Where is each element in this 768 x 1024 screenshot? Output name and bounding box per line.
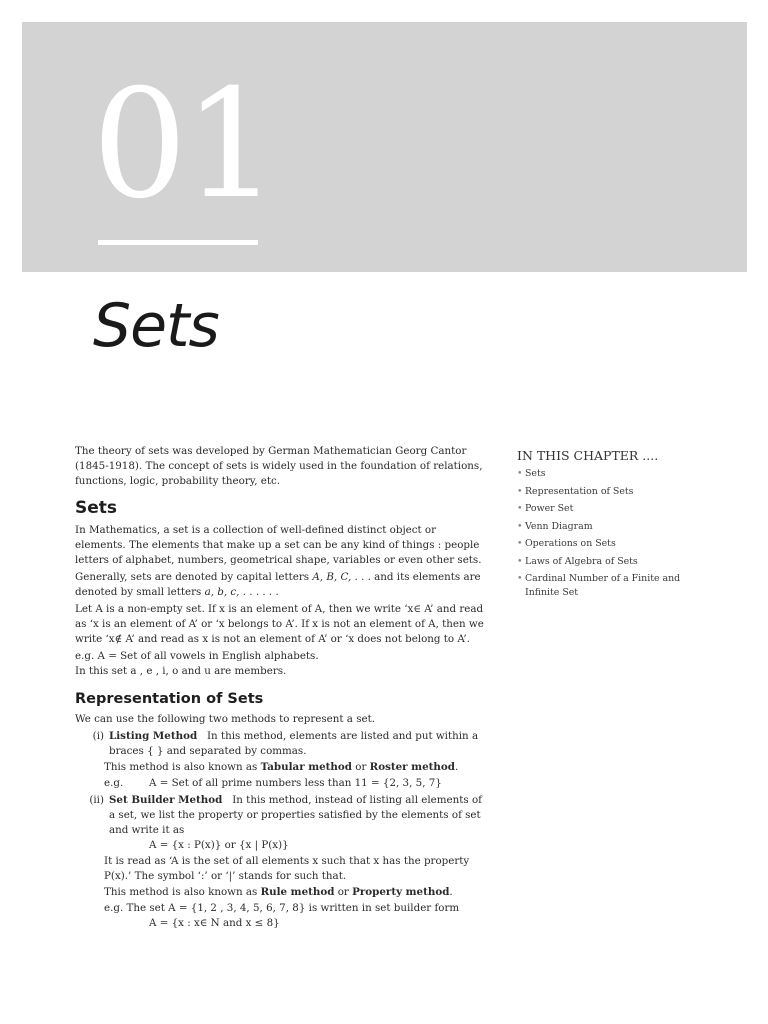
sidebar-item: • Venn Diagram: [517, 520, 717, 534]
representation-intro: We can use the following two methods to represent a set.: [75, 713, 375, 725]
sidebar-title: IN THIS CHAPTER ....: [517, 448, 659, 463]
listing-method-aka: This method is also known as Tabular method or Roster method.: [104, 761, 459, 773]
chapter-title: Sets: [93, 291, 219, 361]
item-number: (ii): [89, 794, 104, 806]
listing-method-item: [75, 729, 485, 759]
sidebar-list: [517, 467, 717, 600]
sidebar-item: • Representation of Sets: [517, 485, 717, 499]
sidebar-item: • Power Set: [517, 502, 717, 516]
chapter-rule: [98, 240, 258, 245]
item-number: (i): [92, 730, 104, 742]
set-builder-formula: A = {x : P(x)} or {x | P(x)}: [149, 839, 289, 851]
sets-membership: Let A is a non-empty set. If x is an element of A, then we write ‘x∈ A’ and read as ‘x is an element of A’ or ‘x belongs to A’. If x is not an element of A, then we write ‘x∉ A’ and read as x is not an element of A’ or ‘x does not belong to A’.: [75, 603, 484, 645]
listing-method-desc: Listing Method In this method, elements are listed and put within a braces { } and separated by commas.: [109, 730, 479, 757]
section-heading-sets: Sets: [75, 498, 118, 518]
chapter-number: 01: [92, 58, 275, 232]
set-builder-reading: It is read as ‘A is the set of all elements x such that x has the property P(x).’ The symbol ‘:’ or ‘|’ stands for such that.: [104, 855, 470, 882]
set-builder-method-item: [75, 793, 485, 838]
main-content: [75, 444, 485, 931]
sets-example-members: In this set a , e , i, o and u are members.: [75, 665, 287, 677]
listing-method-example: e.g. A = Set of all prime numbers less than 11 = {2, 3, 5, 7}: [104, 777, 442, 789]
chapter-contents-sidebar: [517, 447, 717, 604]
sets-example: e.g. A = Set of all vowels in English alphabets.: [75, 650, 319, 662]
sidebar-item: • Laws of Algebra of Sets: [517, 555, 717, 569]
intro-paragraph: The theory of sets was developed by German Mathematician Georg Cantor (1845-1918). The concept of sets is widely used in the foundation of relations, functions, logic, probability theory, etc.: [75, 445, 483, 487]
sidebar-item: • Sets: [517, 467, 717, 481]
set-builder-desc: Set Builder Method In this method, instead of listing all elements of a set, we list the property or properties satisfied by the elements of set and write it as: [109, 794, 482, 836]
set-builder-example-formula: A = {x : x∈ N and x ≤ 8}: [149, 917, 280, 929]
sets-notation: Generally, sets are denoted by capital letters A, B, C, . . . and its elements are denoted by small letters a, b, c, . . . . . .: [75, 571, 481, 598]
section-heading-representation: Representation of Sets: [75, 691, 264, 707]
sidebar-item: • Cardinal Number of a Finite and Infinite Set: [517, 572, 717, 600]
sets-definition: In Mathematics, a set is a collection of well-defined distinct object or elements. The elements that make up a set can be any kind of things : people letters of alphabet, numbers, geometrical shape, variables or even other sets.: [75, 524, 482, 566]
set-builder-aka: This method is also known as Rule method or Property method.: [104, 886, 453, 898]
set-builder-example: e.g. The set A = {1, 2 , 3, 4, 5, 6, 7, 8} is written in set builder form: [104, 902, 460, 914]
sidebar-item: • Operations on Sets: [517, 537, 717, 551]
